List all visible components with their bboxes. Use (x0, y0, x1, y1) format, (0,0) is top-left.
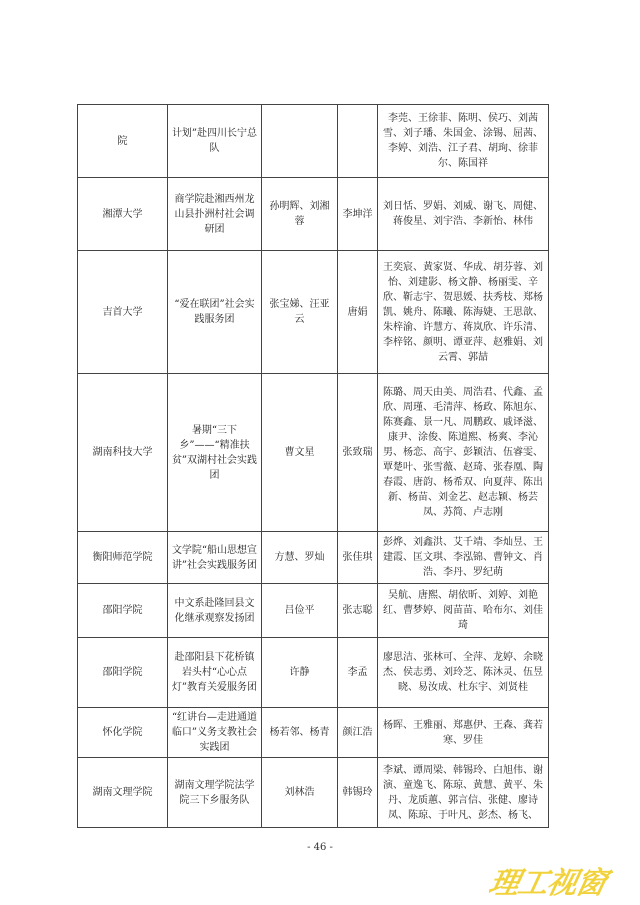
table-row (78, 374, 549, 532)
school-cell: 湘潭大学 (78, 178, 168, 251)
advisors-cell: 许静 (262, 638, 338, 708)
table-row (78, 532, 549, 584)
team-cell: 赴邵阳县下花桥镇岩头村“心心点灯”教育关爱服务团 (168, 638, 262, 708)
leader-cell: 唐娟 (338, 251, 378, 374)
volunteer-teams-table (77, 104, 549, 828)
team-cell: 暑期“三下乡”——“精准扶贫”双湖村社会实践团 (168, 374, 262, 532)
advisors-cell: 方慧、罗灿 (262, 532, 338, 584)
table-row (78, 105, 549, 178)
advisors-cell: 张宝娣、汪亚云 (262, 251, 338, 374)
leader-cell: 张志聪 (338, 584, 378, 638)
school-cell: 湖南科技大学 (78, 374, 168, 532)
members-cell: 李莞、王徐菲、陈明、侯巧、刘茜雪、刘子璠、朱国金、涂锡、屈茜、李婷、刘浩、江子君、胡珣、徐菲尔、陈国祥 (378, 105, 549, 178)
school-cell: 衡阳师范学院 (78, 532, 168, 584)
members-cell: 吴航、唐熙、胡依昕、刘婷、刘艳红、曹梦婷、阅苗苗、哈布尔、刘佳琦 (378, 584, 549, 638)
team-cell: “爱在联团”社会实践服务团 (168, 251, 262, 374)
team-cell: 湖南文理学院法学院三下乡服务队 (168, 758, 262, 828)
school-cell: 邵阳学院 (78, 584, 168, 638)
table-row (78, 708, 549, 758)
members-cell: 刘日恬、罗娟、刘威、谢飞、周健、蒋俊星、刘宇浩、李新怡、林伟 (378, 178, 549, 251)
members-cell: 王奕宸、黄家贤、华成、胡芬蓉、刘怡、刘建影、杨文静、杨丽雯、辛欣、靳志宇、贺思媛、扶秀枝、郑杨凯、姚舟、陈曦、陈海婕、王思歆、朱梓渝、许慧方、蒋岚欣、许乐清、李梓铭、颜明、谭亚萍、赵雅娟、刘云霄、郭喆 (378, 251, 549, 374)
leader-cell: 张致瑞 (338, 374, 378, 532)
leader-cell: 李坤洋 (338, 178, 378, 251)
leader-cell: 张佳琪 (338, 532, 378, 584)
school-cell: 邵阳学院 (78, 638, 168, 708)
school-cell: 怀化学院 (78, 708, 168, 758)
team-cell: “红讲台—走进通道临口”义务支教社会实践团 (168, 708, 262, 758)
team-cell: 中文系赴隆回县文化继承观察发扬团 (168, 584, 262, 638)
leader-cell (338, 105, 378, 178)
advisors-cell: 吕俭平 (262, 584, 338, 638)
team-cell: 计划”赴四川长宁总队 (168, 105, 262, 178)
advisors-cell: 杨若邻、杨青 (262, 708, 338, 758)
team-cell: 文学院“船山思想宣讲”社会实践服务团 (168, 532, 262, 584)
members-cell: 彭烨、刘鑫洪、艾千靖、李灿昱、王建霞、匡文琪、李泓锦、曹钟文、肖浩、李丹、罗纪萌 (378, 532, 549, 584)
leader-cell: 李孟 (338, 638, 378, 708)
members-cell: 廖思洁、张林可、全萍、龙婷、余晓杰、侯志勇、刘玲芝、陈沐灵、伍昱晓、易汝成、杜东宇、刘贤桂 (378, 638, 549, 708)
team-cell: 商学院赴湘西州龙山县扑洲村社会调研团 (168, 178, 262, 251)
members-cell: 李斌、谭周梁、韩锡玲、白旭伟、谢演、童逸飞、陈琼、黄慧、黄平、朱丹、龙质蕙、郭言信、张健、廖诗凤、陈琼、于叶凡、彭杰、杨飞、 (378, 758, 549, 828)
members-cell: 杨晖、王雅丽、郑惠伊、王森、龚若寒、罗佳 (378, 708, 549, 758)
advisors-cell: 刘林浩 (262, 758, 338, 828)
members-cell: 陈璐、周天由美、周浩君、代鑫、孟欣、周瑾、毛清萍、杨政、陈旭东、陈赛鑫、景一凡、周鹏政、戚译滋、康尹、涂俊、陈道熙、杨爽、李沁男、杨恋、高宇、彭颖洁、伍睿雯、覃楚叶、张雪薇、赵琦、张春凰、陶春霞、唐韵、杨希双、向夏萍、陈出新、杨苗、刘金艺、赵志颖、杨芸凤、苏简、卢志刚 (378, 374, 549, 532)
table-row (78, 758, 549, 828)
table-row (78, 178, 549, 251)
table-row (78, 584, 549, 638)
leader-cell: 颜江浩 (338, 708, 378, 758)
school-cell: 湖南文理学院 (78, 758, 168, 828)
watermark-logo: 理工视窗 (485, 866, 609, 901)
table-row (78, 251, 549, 374)
school-cell: 院 (78, 105, 168, 178)
school-cell: 吉首大学 (78, 251, 168, 374)
advisors-cell: 孙明辉、刘湘蓉 (262, 178, 338, 251)
page-number: - 46 - (307, 842, 333, 853)
table-row (78, 638, 549, 708)
advisors-cell: 曹文星 (262, 374, 338, 532)
leader-cell: 韩锡玲 (338, 758, 378, 828)
advisors-cell (262, 105, 338, 178)
